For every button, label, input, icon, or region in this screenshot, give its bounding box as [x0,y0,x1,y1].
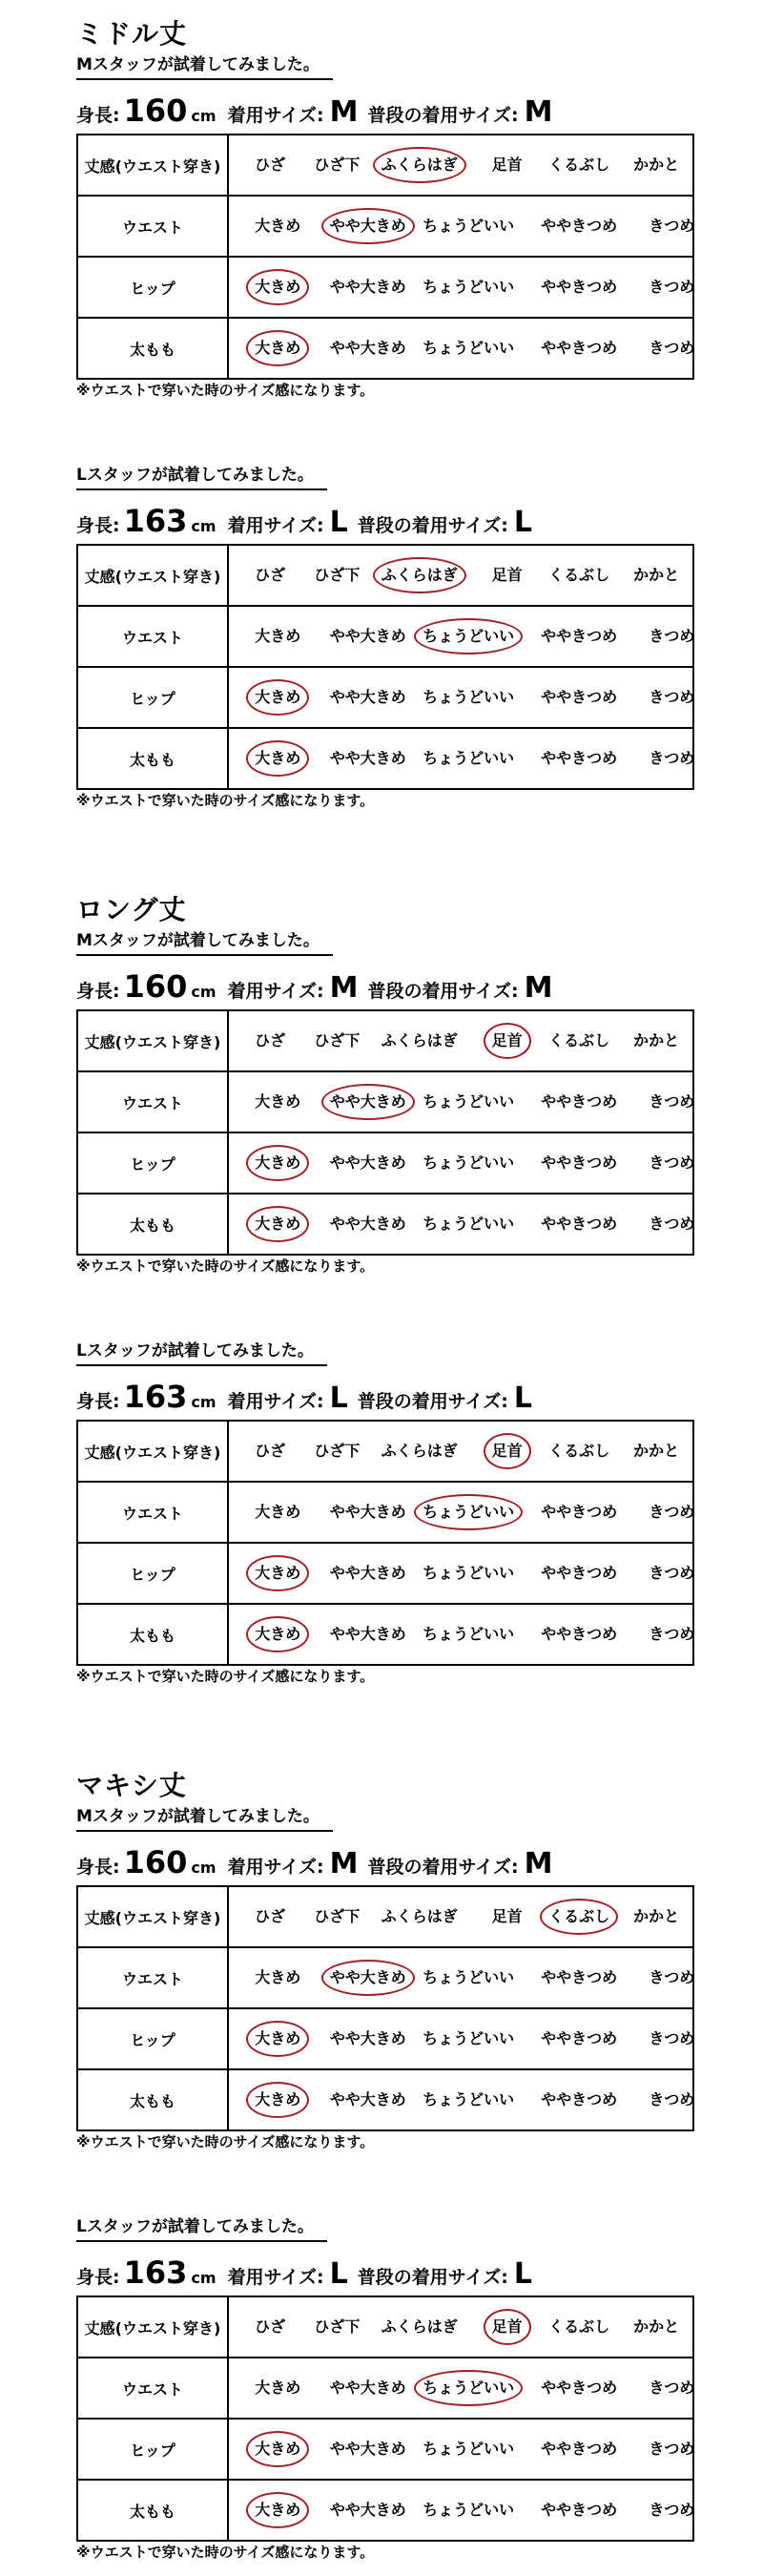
row-options [228,545,693,606]
row-label: ウエスト [77,1071,228,1132]
option-text: ちょうどいい [423,278,515,296]
staff-label: Mスタッフが試着してみました。 [76,1809,333,1832]
option-text: ちょうどいい [423,1092,515,1111]
height-value: 160 [123,968,188,1005]
row-options [228,2480,693,2541]
selected-option-circle: 足首 [491,1031,523,1049]
staff-label: Mスタッフが試着してみました。 [76,933,333,956]
worn-size-label: 着用サイズ: [227,981,324,1002]
selected-option-circle: 大きめ [255,2029,301,2047]
row-options [228,606,693,667]
selected-option-circle: 大きめ [255,1153,301,1172]
option-text: ややきつめ [541,1215,618,1233]
table-row [77,1604,693,1665]
height-label: 身長: [76,1391,120,1412]
table-row [77,1947,693,2008]
option-text: ちょうどいい [423,2440,515,2458]
row-label: ヒップ [77,2008,228,2069]
table-row [77,318,693,379]
selected-option-circle: 足首 [491,1442,523,1460]
option-text: やや大きめ [329,688,406,706]
option-text: くるぶし [548,1442,610,1460]
row-label: 丈感(ウエスト穿き) [77,1886,228,1947]
option-text: ふくらはぎ [381,2317,458,2336]
row-label: ウエスト [77,2358,228,2419]
option-text: ややきつめ [541,217,618,235]
option-text: ややきつめ [541,627,618,645]
option-text: やや大きめ [329,2440,406,2458]
option-text: きつめ [649,688,695,706]
row-label: ヒップ [77,1132,228,1194]
option-text: きつめ [649,1968,695,1986]
row-options [228,2008,693,2069]
option-text: ちょうどいい [423,1153,515,1172]
staff-info-line [76,968,562,1005]
row-options [228,2069,693,2130]
option-text: ちょうどいい [423,2029,515,2047]
selected-option-circle: ちょうどいい [423,627,515,645]
option-text: ややきつめ [541,2501,618,2519]
staff-label: Lスタッフが試着してみました。 [76,467,327,490]
selected-option-circle: やや大きめ [329,1968,406,1986]
footnote: ※ウエストで穿いた時のサイズ感になります。 [76,2133,375,2150]
option-text: くるぶし [548,156,610,174]
option-text: ややきつめ [541,1092,618,1111]
option-text: きつめ [649,339,695,357]
footnote: ※ウエストで穿いた時のサイズ感になります。 [76,1668,375,1685]
usual-size-value: L [513,1381,532,1415]
option-text: やや大きめ [329,2501,406,2519]
selected-option-circle: 大きめ [255,2501,301,2519]
size-feel-table [76,1420,694,1666]
option-text: 大きめ [255,1968,301,1986]
usual-size-label: 普段の着用サイズ: [367,105,519,126]
row-options [228,728,693,789]
option-text: きつめ [649,1564,695,1582]
worn-size-label: 着用サイズ: [227,105,324,126]
table-row [77,667,693,728]
option-text: かかと [633,1442,680,1460]
option-text: きつめ [649,2029,695,2047]
option-text: ひざ下 [314,2317,361,2336]
option-text: ひざ [255,566,286,584]
option-text: やや大きめ [329,627,406,645]
row-options [228,135,693,196]
worn-size-label: 着用サイズ: [227,1857,324,1878]
option-text: やや大きめ [329,1503,406,1521]
height-value: 163 [123,503,188,539]
option-text: かかと [633,1031,680,1049]
row-label: 太もも [77,318,228,379]
height-value: 160 [123,1844,188,1880]
option-text: ふくらはぎ [381,1031,458,1049]
row-label: ヒップ [77,257,228,318]
row-label: ウエスト [77,1482,228,1543]
selected-option-circle: ふくらはぎ [381,566,458,584]
option-text: きつめ [649,2440,695,2458]
row-options [228,257,693,318]
row-label: 太もも [77,1604,228,1665]
row-label: 丈感(ウエスト穿き) [77,2296,228,2358]
size-feel-table [76,1009,694,1256]
table-row [77,1132,693,1194]
table-row [77,1071,693,1132]
usual-size-value: M [524,1847,553,1880]
option-text: ちょうどいい [423,217,515,235]
option-text: きつめ [649,2090,695,2109]
row-options [228,1194,693,1255]
row-options [228,1886,693,1947]
option-text: やや大きめ [329,339,406,357]
option-text: ひざ [255,156,286,174]
option-text: ひざ [255,1442,286,1460]
row-options [228,1421,693,1482]
option-text: ややきつめ [541,749,618,767]
row-label: 丈感(ウエスト穿き) [77,135,228,196]
worn-size-label: 着用サイズ: [227,515,324,536]
option-text: 足首 [491,156,523,174]
row-options [228,1543,693,1604]
option-text: ちょうどいい [423,688,515,706]
table-row [77,2358,693,2419]
option-text: やや大きめ [329,1564,406,1582]
selected-option-circle: 大きめ [255,278,301,296]
height-label: 身長: [76,515,120,536]
worn-size-value: L [329,506,348,539]
option-text: 大きめ [255,1092,301,1111]
option-text: やや大きめ [329,1625,406,1643]
row-label: 太もも [77,728,228,789]
selected-option-circle: やや大きめ [329,1092,406,1111]
selected-option-circle: 大きめ [255,339,301,357]
row-label: 丈感(ウエスト穿き) [77,1421,228,1482]
option-text: きつめ [649,749,695,767]
staff-label: Lスタッフが試着してみました。 [76,2219,327,2242]
option-text: ややきつめ [541,2090,618,2109]
option-text: きつめ [649,1625,695,1643]
row-label: 丈感(ウエスト穿き) [77,545,228,606]
size-feel-table [76,134,694,380]
option-text: ややきつめ [541,2440,618,2458]
table-row [77,2069,693,2130]
row-options [228,2358,693,2419]
usual-size-label: 普段の着用サイズ: [367,1857,519,1878]
option-text: かかと [633,1907,680,1925]
option-text: きつめ [649,1092,695,1111]
height-label: 身長: [76,105,120,126]
option-text: ややきつめ [541,2029,618,2047]
option-text: ややきつめ [541,1503,618,1521]
row-label: ヒップ [77,2419,228,2480]
table-row [77,135,693,196]
option-text: ひざ下 [314,156,361,174]
table-row [77,728,693,789]
selected-option-circle: ちょうどいい [423,2379,515,2397]
option-text: ややきつめ [541,2379,618,2397]
option-text: ちょうどいい [423,2090,515,2109]
section-heading: マキシ丈 [76,1770,187,1801]
option-text: ややきつめ [541,1564,618,1582]
size-feel-table [76,1885,694,2131]
selected-option-circle: 大きめ [255,749,301,767]
option-text: 大きめ [255,2379,301,2397]
height-unit: cm [191,1393,217,1411]
option-text: やや大きめ [329,2090,406,2109]
option-text: ちょうどいい [423,749,515,767]
option-text: やや大きめ [329,2379,406,2397]
row-options [228,1482,693,1543]
table-row [77,196,693,257]
row-options [228,667,693,728]
usual-size-value: L [513,506,532,539]
table-row [77,1886,693,1947]
usual-size-value: M [524,971,553,1005]
worn-size-value: M [329,95,359,129]
worn-size-label: 着用サイズ: [227,1391,324,1412]
row-label: ヒップ [77,667,228,728]
row-label: 太もも [77,1194,228,1255]
staff-info-line [76,1844,562,1880]
worn-size-value: L [329,2257,348,2291]
table-row [77,1543,693,1604]
option-text: きつめ [649,217,695,235]
size-feel-table [76,544,694,790]
option-text: ややきつめ [541,278,618,296]
row-options [228,1604,693,1665]
option-text: きつめ [649,1153,695,1172]
usual-size-label: 普段の着用サイズ: [357,1391,508,1412]
row-label: ヒップ [77,1543,228,1604]
height-unit: cm [191,1859,217,1877]
usual-size-label: 普段の着用サイズ: [357,2267,508,2288]
option-text: ちょうどいい [423,1968,515,1986]
table-row [77,2296,693,2358]
selected-option-circle: 大きめ [255,1564,301,1582]
footnote: ※ウエストで穿いた時のサイズ感になります。 [76,2544,375,2561]
selected-option-circle: 大きめ [255,1215,301,1233]
row-options [228,1132,693,1194]
selected-option-circle: 足首 [491,2317,523,2336]
option-text: きつめ [649,2501,695,2519]
section-heading: ロング丈 [76,894,187,925]
option-text: くるぶし [548,1031,610,1049]
height-value: 160 [123,93,188,129]
usual-size-value: M [524,95,553,129]
option-text: ふくらはぎ [381,1442,458,1460]
row-label: 太もも [77,2480,228,2541]
table-row [77,1482,693,1543]
selected-option-circle: やや大きめ [329,217,406,235]
table-row [77,257,693,318]
row-options [228,318,693,379]
option-text: ちょうどいい [423,339,515,357]
row-label: ウエスト [77,606,228,667]
table-row [77,1421,693,1482]
option-text: ひざ [255,1907,286,1925]
staff-info-line [76,503,542,539]
selected-option-circle: 大きめ [255,1625,301,1643]
option-text: ちょうどいい [423,1625,515,1643]
table-row [77,1194,693,1255]
option-text: ひざ下 [314,566,361,584]
row-label: 太もも [77,2069,228,2130]
selected-option-circle: 大きめ [255,688,301,706]
staff-info-line [76,2254,542,2291]
row-label: ウエスト [77,1947,228,2008]
option-text: ややきつめ [541,1968,618,1986]
option-text: かかと [633,156,680,174]
height-label: 身長: [76,1857,120,1878]
worn-size-value: M [329,1847,359,1880]
option-text: かかと [633,2317,680,2336]
usual-size-label: 普段の着用サイズ: [357,515,508,536]
usual-size-value: L [513,2257,532,2291]
option-text: 大きめ [255,627,301,645]
size-feel-table [76,2296,694,2542]
selected-option-circle: ちょうどいい [423,1503,515,1521]
staff-info-line [76,1381,542,1413]
option-text: きつめ [649,278,695,296]
option-text: やや大きめ [329,2029,406,2047]
staff-label: Lスタッフが試着してみました。 [76,1343,327,1366]
option-text: ややきつめ [541,688,618,706]
option-text: ちょうどいい [423,1564,515,1582]
row-label: ウエスト [77,196,228,257]
option-text: きつめ [649,1503,695,1521]
option-text: きつめ [649,2379,695,2397]
height-value: 163 [123,1379,188,1415]
worn-size-value: M [329,971,359,1005]
table-row [77,1010,693,1071]
option-text: かかと [633,566,680,584]
option-text: ひざ [255,2317,286,2336]
option-text: くるぶし [548,566,610,584]
option-text: ちょうどいい [423,1215,515,1233]
table-row [77,2480,693,2541]
section-heading: ミドル丈 [76,18,188,50]
footnote: ※ウエストで穿いた時のサイズ感になります。 [76,382,375,399]
row-options [228,1071,693,1132]
row-options [228,2296,693,2358]
height-unit: cm [191,2269,217,2287]
selected-option-circle: くるぶし [548,1907,610,1925]
selected-option-circle: 大きめ [255,2440,301,2458]
footnote: ※ウエストで穿いた時のサイズ感になります。 [76,792,375,809]
height-unit: cm [191,107,217,125]
option-text: ややきつめ [541,1153,618,1172]
option-text: 大きめ [255,1503,301,1521]
height-unit: cm [191,983,217,1001]
option-text: ひざ下 [314,1031,361,1049]
worn-size-value: L [329,1381,348,1415]
option-text: ひざ下 [314,1907,361,1925]
option-text: くるぶし [548,2317,610,2336]
worn-size-label: 着用サイズ: [227,2267,324,2288]
staff-info-line [76,95,562,127]
option-text: ちょうどいい [423,2501,515,2519]
option-text: 足首 [491,1907,523,1925]
row-options [228,1010,693,1071]
row-label: 丈感(ウエスト穿き) [77,1010,228,1071]
option-text: やや大きめ [329,749,406,767]
height-label: 身長: [76,981,120,1002]
height-unit: cm [191,517,217,535]
option-text: やや大きめ [329,1153,406,1172]
row-options [228,2419,693,2480]
table-row [77,2008,693,2069]
height-value: 163 [123,2254,188,2291]
row-options [228,196,693,257]
option-text: 足首 [491,566,523,584]
option-text: やや大きめ [329,278,406,296]
option-text: ひざ [255,1031,286,1049]
row-options [228,1947,693,2008]
footnote: ※ウエストで穿いた時のサイズ感になります。 [76,1257,375,1275]
height-label: 身長: [76,2267,120,2288]
table-row [77,2419,693,2480]
selected-option-circle: 大きめ [255,2090,301,2109]
selected-option-circle: ふくらはぎ [381,156,458,174]
option-text: きつめ [649,1215,695,1233]
option-text: ふくらはぎ [381,1907,458,1925]
option-text: 大きめ [255,217,301,235]
option-text: ややきつめ [541,339,618,357]
option-text: やや大きめ [329,1215,406,1233]
staff-label: Mスタッフが試着してみました。 [76,57,333,80]
option-text: ややきつめ [541,1625,618,1643]
option-text: ひざ下 [314,1442,361,1460]
table-row [77,606,693,667]
usual-size-label: 普段の着用サイズ: [367,981,519,1002]
table-row [77,545,693,606]
option-text: きつめ [649,627,695,645]
